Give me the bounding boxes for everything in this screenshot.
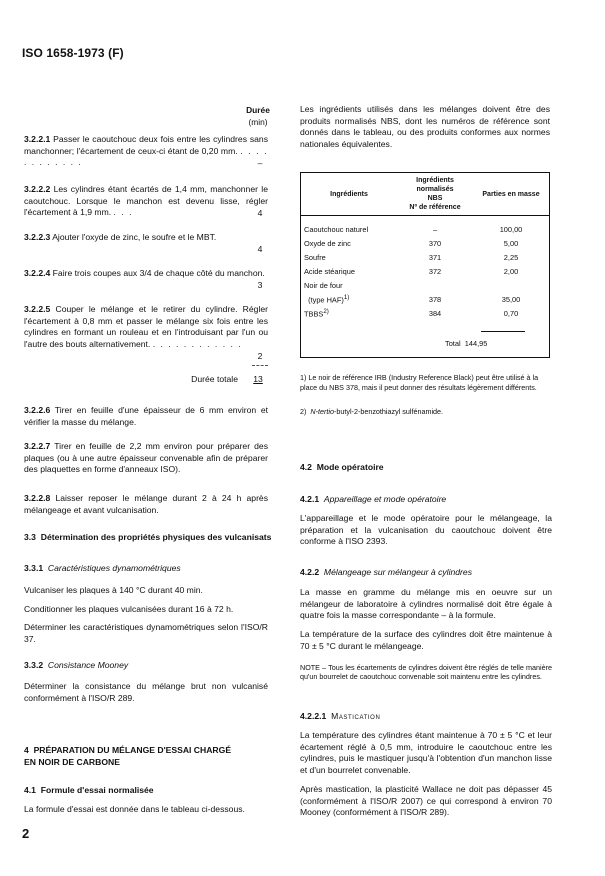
section-3-3-1-heading: 3.3.1 Caractéristiques dynamométriques xyxy=(24,563,181,573)
paragraph: Déterminer la consistance du mélange brut non vulcanisé conformément à l'ISO/R 289. xyxy=(24,681,268,703)
col-header: Ingrédients xyxy=(301,173,397,216)
table-row: Acide stéarique 372 2,00 xyxy=(304,266,519,276)
paragraph: La température des cylindres étant maintenue à 70 ± 5 °C et leur écartement réglé à 0,5 mm, introduire le caoutchouc entre les cylindres, puis le mastiquer jusqu'à l'obtention d'un manchon lisse et d'un bourrelet convenable. xyxy=(300,730,552,775)
step-duration: 3 xyxy=(257,280,263,290)
step-3-2-2-8: 3.2.2.8 Laisser reposer le mélange durant 2 à 24 h après mélangeage et avant vulcanisation. xyxy=(24,493,269,515)
table-row: Oxyde de zinc 370 5,00 xyxy=(304,238,519,248)
paragraph: La masse en gramme du mélange mis en oeuvre sur un mélangeur de laboratoire à cylindres normalisé doit être égale à quatre fois la masse correspondante – à la formule. xyxy=(300,587,552,621)
step-duration: 4 xyxy=(257,208,263,218)
page-number: 2 xyxy=(22,826,30,841)
paragraph: Après mastication, la plasticité Wallace ne doit pas dépasser 45 (conformément à l'ISO/R 2007) ce qui correspond à environ 70 Mooney (conformément à l'ISO/R 289). xyxy=(300,784,552,818)
duration-unit: (min) xyxy=(248,117,268,127)
table-row: Soufre 371 2,25 xyxy=(304,252,519,262)
col-header: Ingrédients normalisés NBS Nº de référence xyxy=(397,173,473,216)
footnote-2: 2) N-tertio-butyl-2-benzothiazyl sulfénamide. xyxy=(300,407,444,416)
col-header: Parties en masse xyxy=(473,173,549,216)
section-4-2-heading: 4.2 Mode opératoire xyxy=(300,462,384,472)
table-row: TBBS$^{2)}$ 384 0,70 xyxy=(304,307,519,319)
paragraph: L'appareillage et le mode opératoire pour le mélangeage, la préparation et la vulcanisation du caoutchouc doivent être conforme à l'ISO 2393. xyxy=(300,513,552,547)
table-row: Caoutchouc naturel – 100,00 xyxy=(304,224,523,234)
paragraph: Déterminer les caractéristiques dynamométriques selon l'ISO/R 37. xyxy=(24,622,268,644)
paragraph: Vulcaniser les plaques à 140 °C durant 40 min. xyxy=(24,585,203,595)
step-3-2-2-6: 3.2.2.6 Tirer en feuille d'une épaisseur de 6 mm environ et vérifier la masse du mélange. xyxy=(24,405,269,427)
table-row: Noir de four xyxy=(304,280,343,290)
note: NOTE – Tous les écartements de cylindres doivent être réglés de telle manière qu'un bourrelet de caoutchouc convenable soit maintenu entre les cylindres. xyxy=(300,663,552,682)
step-duration: 4 xyxy=(257,244,263,254)
total-duration-label: Durée totale xyxy=(191,374,238,384)
section-3-3-heading: 3.3 Détermination des propriétés physiques des vulcanisats xyxy=(24,532,272,542)
total-duration-value: 13 xyxy=(253,374,263,384)
sum-rule xyxy=(252,365,268,366)
paragraph: Conditionner les plaques vulcanisées durant 16 à 72 h. xyxy=(24,604,234,614)
section-3-3-2-heading: 3.3.2 Consistance Mooney xyxy=(24,660,129,670)
step-3-2-2-4: 3.2.2.4 Faire trois coupes aux 3/4 de chaque côté du manchon. xyxy=(24,268,265,278)
table-total: Total 144,95 xyxy=(445,339,488,348)
step-3-2-2-5: 3.2.2.5 Couper le mélange et le retirer du cylindre. Régler l'écartement à 0,8 mm et passer le mélange six fois entre les cylindres en formant un rouleau et en l'introduisant par l'un ou l'autre des bouts alternativement. . . . . . . . . . . . . xyxy=(24,304,268,349)
duration-label: Durée xyxy=(246,105,270,115)
step-duration: – xyxy=(257,158,263,168)
step-3-2-2-2: 3.2.2.2 Les cylindres étant écartés de 1,4 mm, manchonner le caoutchouc. Lorsque le manchon est devenu lisse, régler l'écartement à 1,9 mm. . . . xyxy=(24,184,268,218)
section-4-1-heading: 4.1 Formule d'essai normalisée xyxy=(24,785,154,795)
section-4-2-2-1-heading: 4.2.2.1 Mastication xyxy=(300,711,381,721)
paragraph: La formule d'essai est donnée dans le tableau ci-dessous. xyxy=(24,804,245,814)
step-3-2-2-1: 3.2.2.1 Passer le caoutchouc deux fois entre les cylindres sans manchonner; l'écartement de ceux-ci étant de 0,20 mm. . . . . . . . . . . . . xyxy=(24,134,269,168)
section-4-2-2-heading: 4.2.2 Mélangeage sur mélangeur à cylindres xyxy=(300,567,472,577)
step-3-2-2-7: 3.2.2.7 Tirer en feuille de 2,2 mm environ pour préparer des plaques (ou à une autre épaisseur convenable afin de préparer des plaquettes en forme d'anneaux ISO). xyxy=(24,441,269,475)
footnote-1: 1) Le noir de référence IRB (Industry Reference Black) peut être utilisé à la place du NBS 378, mais il peut donner des résultats légèrement différents. xyxy=(300,373,539,392)
total-rule xyxy=(481,331,525,332)
section-4-heading: 4 PRÉPARATION DU MÉLANGE D'ESSAI CHARGÉ EN NOIR DE CARBONE xyxy=(24,745,232,767)
step-3-2-2-3: 3.2.2.3 Ajouter l'oxyde de zinc, le soufre et le MBT. xyxy=(24,232,217,242)
document-header: ISO 1658-1973 (F) xyxy=(22,46,124,60)
ingredients-table xyxy=(301,173,549,320)
section-4-2-1-heading: 4.2.1 Appareillage et mode opératoire xyxy=(300,494,447,504)
paragraph: La température de la surface des cylindres doit être maintenue à 70 ± 5 °C durant le mélangeage. xyxy=(300,629,552,651)
step-duration: 2 xyxy=(257,351,263,361)
duration-column-header xyxy=(238,104,278,128)
table-row: (type HAF)$^{1)}$ 378 35,00 xyxy=(308,293,521,305)
ingredients-table-frame xyxy=(300,172,550,358)
intro-paragraph: Les ingrédients utilisés dans les mélanges doivent être des produits normalisés NBS, dont les numéros de référence sont donnés dans le tableau, ou des produits conformes aux normes nationales équivalentes. xyxy=(300,104,550,149)
